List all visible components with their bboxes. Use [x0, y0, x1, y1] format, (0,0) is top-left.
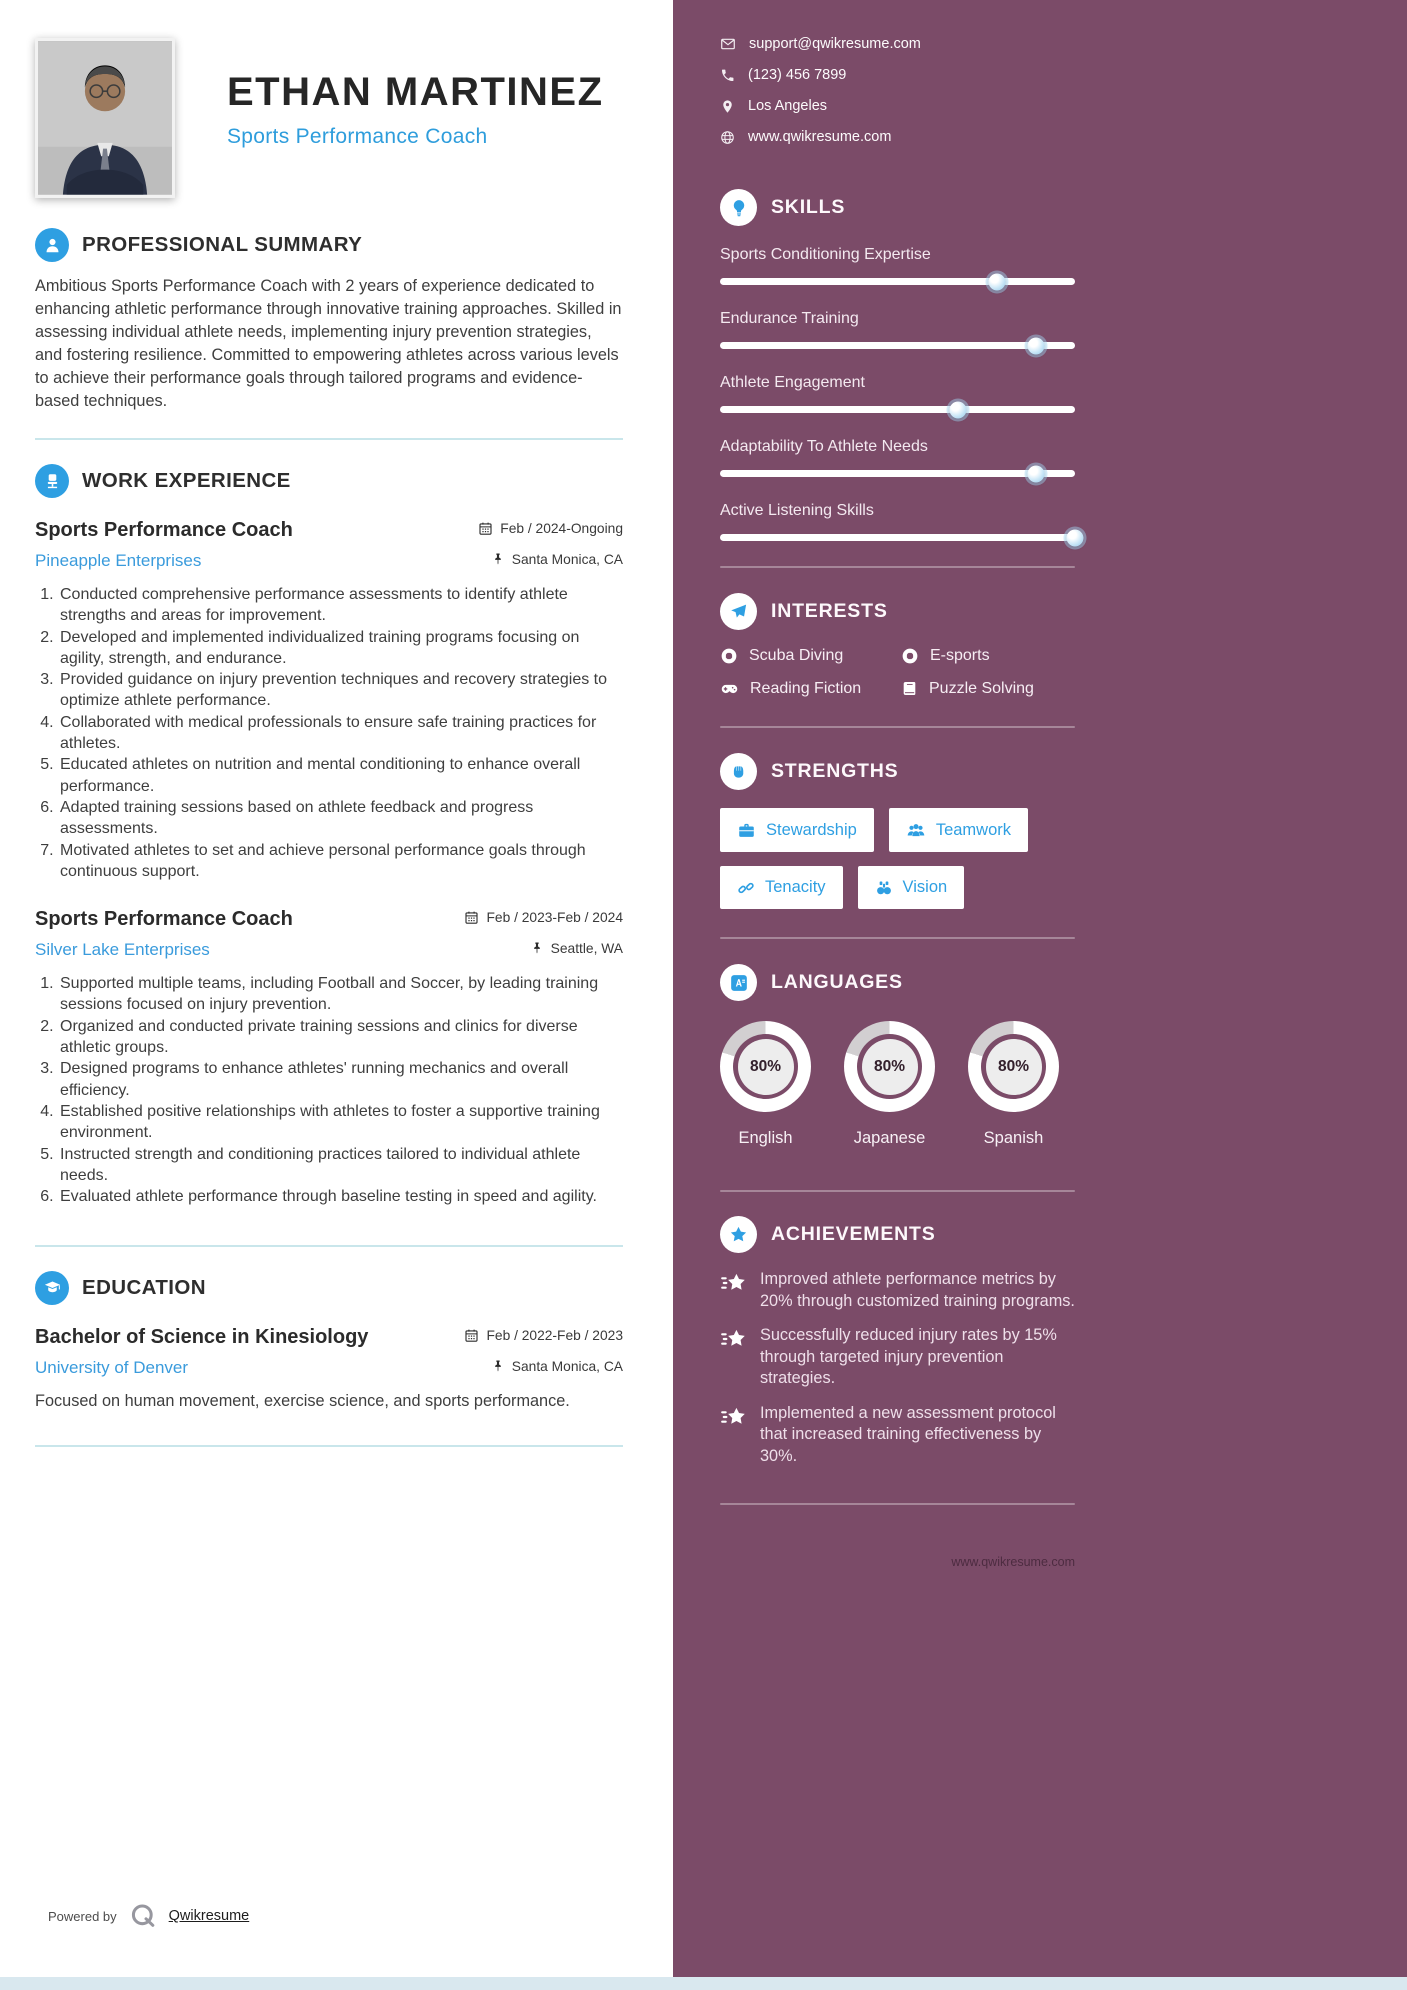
job-bullet: 6. Evaluated athlete performance through baseline testing in speed and agility. — [58, 1186, 623, 1207]
skill-slider[interactable] — [720, 470, 1075, 477]
pushpin-icon — [491, 1359, 505, 1373]
binoculars-icon — [875, 879, 893, 897]
office-chair-icon — [35, 464, 69, 498]
language-label: English — [738, 1129, 793, 1147]
strengths-heading: STRENGTHS — [771, 760, 899, 782]
job-title: Sports Performance Coach — [35, 908, 293, 931]
job-bullet: 3. Provided guidance on injury prevention techniques and recovery strategies to optimize athlete performance. — [58, 669, 623, 712]
company-link[interactable]: Silver Lake Enterprises — [35, 940, 210, 960]
sidebar-website-note: www.qwikresume.com — [951, 1555, 1075, 1569]
interests-grid — [720, 647, 1075, 698]
work-section-header — [35, 464, 623, 498]
phone-icon — [720, 68, 735, 83]
achievements-section-header — [720, 1216, 1075, 1253]
qwikresume-logo-icon — [129, 1902, 157, 1930]
job-bullet: 2. Developed and implemented individualized training programs focusing on agility, strength, and endurance. — [58, 627, 623, 670]
powered-by-footer — [48, 1902, 249, 1930]
resume-header — [35, 38, 623, 198]
education-section-header — [35, 1271, 623, 1305]
education-entry — [35, 1326, 623, 1413]
job-location: Seattle, WA — [530, 941, 623, 956]
contact-phone: (123) 456 7899 — [720, 67, 1075, 83]
language-label: Spanish — [983, 1129, 1044, 1147]
globe-icon — [720, 130, 735, 145]
sidebar-divider — [720, 1503, 1075, 1505]
slider-thumb[interactable] — [988, 273, 1005, 290]
fist-icon — [720, 753, 757, 790]
achievements-heading: ACHIEVEMENTS — [771, 1223, 936, 1245]
language-percent: 80% — [749, 1057, 782, 1075]
job-bullet: 5. Instructed strength and conditioning practices tailored to individual athlete needs. — [58, 1144, 623, 1187]
language-percent: 80% — [873, 1057, 906, 1075]
ball-icon — [901, 647, 919, 665]
pushpin-icon — [530, 941, 544, 955]
job-date: Feb / 2024-Ongoing — [478, 521, 623, 536]
interests-section — [720, 593, 1075, 698]
person-icon — [35, 228, 69, 262]
education-heading: EDUCATION — [82, 1276, 206, 1300]
sidebar — [673, 0, 1407, 1990]
strength-chip: Vision — [858, 866, 965, 909]
skill-item — [720, 374, 1075, 413]
strength-chips — [720, 808, 1080, 909]
interest-item: Reading Fiction — [720, 679, 901, 698]
strengths-section-header — [720, 753, 1075, 790]
book-icon — [901, 680, 918, 697]
star-icon — [720, 1216, 757, 1253]
sidebar-divider — [720, 566, 1075, 568]
summary-section-header — [35, 228, 623, 262]
job-bullet: 1. Conducted comprehensive performance assessments to identify athlete strengths and areas for improvement. — [58, 584, 623, 627]
contact-email: support@qwikresume.com — [720, 36, 1075, 52]
briefcase-icon — [737, 821, 756, 840]
interests-section-header — [720, 593, 1075, 630]
summary-text: Ambitious Sports Performance Coach with 2 years of experience dedicated to enhancing athletic performance through innovative training approaches. Skilled in assessing individual athlete needs, implementing injury prevention strategies, and fostering resilience. Committed to empowering athletes across various levels to achieve their performance goals through tailored programs and evidence-based techniques. — [35, 277, 622, 410]
job-bullet: 5. Educated athletes on nutrition and mental conditioning to enhance overall performance. — [58, 754, 623, 797]
strength-chip: Tenacity — [720, 866, 843, 909]
job-bullet: 6. Adapted training sessions based on athlete feedback and progress assessments. — [58, 797, 623, 840]
contact-block — [720, 36, 1075, 145]
interests-heading: INTERESTS — [771, 600, 888, 622]
envelope-icon — [720, 36, 736, 52]
skill-label: Athlete Engagement — [720, 374, 865, 391]
job-entry — [35, 519, 623, 882]
sidebar-divider — [720, 1190, 1075, 1192]
languages-section — [720, 964, 1075, 1148]
job-bullet: 7. Motivated athletes to set and achieve personal performance goals through continuous support. — [58, 840, 623, 883]
strength-chip: Stewardship — [720, 808, 874, 852]
job-bullet-list — [35, 973, 623, 1207]
skill-label: Adaptability To Athlete Needs — [720, 438, 928, 455]
skills-section-header — [720, 189, 1075, 226]
skill-label: Endurance Training — [720, 310, 859, 327]
skill-item — [720, 438, 1075, 477]
achievement-item: Improved athlete performance metrics by 20% through customized training programs. — [720, 1269, 1075, 1312]
shooting-star-icon — [720, 1404, 747, 1431]
job-bullet-list — [35, 584, 623, 882]
job-title: Sports Performance Coach — [35, 519, 293, 541]
qwikresume-link[interactable]: Qwikresume — [168, 1908, 250, 1924]
shooting-star-icon — [720, 1270, 747, 1297]
skill-slider[interactable] — [720, 534, 1075, 541]
work-experience-section — [35, 464, 623, 1207]
interest-item: E-sports — [901, 647, 1075, 665]
team-icon — [906, 820, 926, 840]
name-block — [227, 38, 604, 149]
contact-location: Los Angeles — [720, 98, 1075, 114]
education-date: Feb / 2022-Feb / 2023 — [464, 1328, 623, 1343]
languages-heading: LANGUAGES — [771, 971, 903, 993]
education-location: Santa Monica, CA — [491, 1359, 623, 1374]
portrait-illustration — [38, 41, 172, 195]
pushpin-icon — [491, 552, 505, 566]
person-name: ETHAN MARTINEZ — [227, 70, 604, 114]
job-bullet: 4. Collaborated with medical professionals to ensure safe training practices for athletes. — [58, 712, 623, 755]
gamepad-icon — [720, 679, 739, 698]
job-location: Santa Monica, CA — [491, 552, 623, 567]
skill-label: Active Listening Skills — [720, 502, 874, 519]
lightbulb-icon — [720, 189, 757, 226]
slider-thumb[interactable] — [1027, 465, 1044, 482]
work-heading: WORK EXPERIENCE — [82, 469, 291, 492]
skill-item — [720, 502, 1075, 541]
strengths-section — [720, 753, 1075, 909]
calendar-icon — [464, 910, 479, 925]
summary-heading: PROFESSIONAL SUMMARY — [82, 233, 363, 256]
achievement-item: Implemented a new assessment protocol that increased training effectiveness by 30%. — [720, 1403, 1075, 1468]
school-link[interactable]: University of Denver — [35, 1358, 189, 1378]
interest-item: Scuba Diving — [720, 647, 901, 665]
skill-item — [720, 246, 1075, 285]
chain-link-icon — [737, 879, 755, 897]
job-entry — [35, 908, 623, 1207]
contact-website: www.qwikresume.com — [720, 129, 1075, 145]
powered-by-label: Powered by — [48, 1908, 117, 1924]
education-description: Focused on human movement, exercise science, and sports performance. — [35, 1392, 570, 1411]
divider — [35, 438, 623, 440]
job-bullet: 4. Established positive relationships with athletes to foster a supportive training environment. — [58, 1101, 623, 1144]
bottom-strip — [0, 1977, 1407, 1990]
graduation-cap-icon — [35, 1271, 69, 1305]
language-donut — [968, 1021, 1059, 1112]
map-marker-icon — [720, 99, 735, 114]
slider-thumb[interactable] — [1067, 529, 1084, 546]
skill-slider[interactable] — [720, 406, 1075, 413]
main-column — [0, 0, 673, 1990]
job-bullet: 2. Organized and conducted private training sessions and clinics for diverse athletic groups. — [58, 1016, 623, 1059]
skills-section — [720, 189, 1075, 541]
strength-chip: Teamwork — [889, 808, 1028, 852]
job-date: Feb / 2023-Feb / 2024 — [464, 910, 623, 925]
person-job-title: Sports Performance Coach — [227, 125, 488, 148]
interest-item: Puzzle Solving — [901, 679, 1075, 698]
divider — [35, 1445, 623, 1447]
achievement-list — [720, 1269, 1075, 1467]
calendar-icon — [464, 1328, 479, 1343]
life-ring-icon — [720, 647, 738, 665]
sidebar-divider — [720, 726, 1075, 728]
language-item — [844, 1021, 935, 1148]
achievements-section — [720, 1216, 1075, 1467]
degree-title: Bachelor of Science in Kinesiology — [35, 1326, 369, 1349]
language-donut — [720, 1021, 811, 1112]
language-item — [968, 1021, 1059, 1148]
paper-plane-icon — [720, 593, 757, 630]
language-percent: 80% — [997, 1057, 1030, 1075]
job-bullet: 3. Designed programs to enhance athletes' running mechanics and overall efficiency. — [58, 1058, 623, 1101]
language-gauges — [720, 1021, 1075, 1148]
job-bullet: 1. Supported multiple teams, including Football and Soccer, by leading training sessions focused on injury prevention. — [58, 973, 623, 1016]
language-label: Japanese — [853, 1129, 926, 1147]
calendar-icon — [478, 521, 493, 536]
achievement-item: Successfully reduced injury rates by 15% through targeted injury prevention strategies. — [720, 1325, 1075, 1390]
skill-slider[interactable] — [720, 342, 1075, 349]
slider-thumb[interactable] — [1027, 337, 1044, 354]
language-item — [720, 1021, 811, 1148]
skill-item — [720, 310, 1075, 349]
shooting-star-icon — [720, 1326, 747, 1353]
skills-heading: SKILLS — [771, 196, 846, 218]
languages-section-header — [720, 964, 1075, 1001]
sidebar-divider — [720, 937, 1075, 939]
translate-icon — [720, 964, 757, 1001]
education-section — [35, 1271, 623, 1413]
skill-slider[interactable] — [720, 278, 1075, 285]
skill-label: Sports Conditioning Expertise — [720, 246, 931, 263]
language-donut — [844, 1021, 935, 1112]
company-link[interactable]: Pineapple Enterprises — [35, 551, 202, 570]
divider — [35, 1245, 623, 1247]
slider-thumb[interactable] — [949, 401, 966, 418]
profile-photo — [35, 38, 175, 198]
